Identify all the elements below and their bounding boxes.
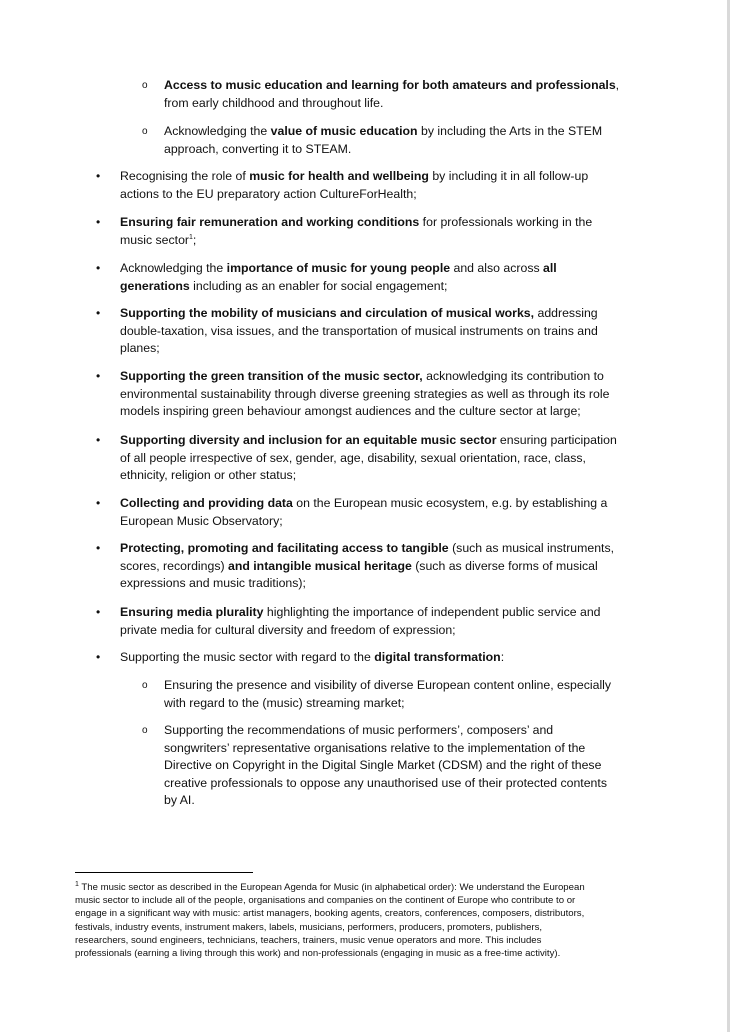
- sub-bullet-marker: o: [142, 126, 148, 137]
- bullet-digital-transformation: • Supporting the music sector with regard to the digital transformation:: [120, 649, 650, 667]
- sub-bullet-marker: o: [142, 80, 148, 91]
- bullet-fair-remuneration: • Ensuring fair remuneration and working conditions for professionals working in the music sector$^1$;: [96, 215, 593, 247]
- bullet-marker: •: [96, 261, 101, 275]
- bullet-mobility: • Supporting the mobility of musicians and circulation of musical works, addressing double-taxation, visa issues, and the transportation of musical instruments on trains and planes;: [96, 306, 598, 355]
- bullet-marker: •: [96, 496, 101, 510]
- sub-item-european-content-online: o Ensuring the presence and visibility of diverse European content online, especially with regard to the (music) streaming market;: [142, 678, 612, 710]
- sub-item-music-education-access: o Access to music education and learning for both amateurs and professionals, from early childhood and throughout life.: [142, 78, 620, 110]
- bullet-marker: •: [96, 605, 101, 619]
- bullet-diversity-inclusion: • Supporting diversity and inclusion for an equitable music sector ensuring participation of all people irrespective of sex, gender, age, disability, sexual orientation, race, class, ethnicity, religion or other status;: [96, 433, 617, 482]
- sub-item-copyright-recommendations: o Supporting the recommendations of music performers’, composers’ and songwriters’ representative organisations relative to the implementation of the Directive on Copyright in the Digital Single Market (CDSM) and the right of these creative professionals to oppose any unauthorised use of their protected contents by AI.: [142, 723, 607, 807]
- sub-bullet-marker: o: [142, 725, 148, 736]
- bullet-young-people: • Acknowledging the importance of music for young people and also across all generations including as an enabler for social engagement;: [96, 261, 557, 293]
- bullet-health-wellbeing: • Recognising the role of music for health and wellbeing by including it in all follow-up actions to the EU preparatory action CultureForHealth;: [96, 169, 589, 201]
- footnote-reference[interactable]: 1: [189, 233, 193, 241]
- bullet-marker: •: [96, 169, 101, 183]
- bullet-marker: •: [96, 650, 101, 664]
- footnote-number: 1: [75, 880, 79, 888]
- bullet-marker: •: [96, 369, 101, 383]
- bullet-marker: •: [96, 541, 101, 555]
- sub-bullet-marker: o: [142, 680, 148, 691]
- footnote-separator: [75, 872, 253, 873]
- bullet-marker: •: [96, 433, 101, 447]
- bullet-data-collection: • Collecting and providing data on the European music ecosystem, e.g. by establishing a European Music Observatory;: [96, 496, 608, 528]
- bullet-green-transition: • Supporting the green transition of the music sector, acknowledging its contribution to environmental sustainability through diverse greening strategies as well as through its role models inspiring green behaviour amongst audiences and the culture sector at large;: [96, 369, 610, 418]
- footnote: $^1$ The music sector as described in the European Agenda for Music (in alphabetical order): We understand the European music sector to include all of the people, organisations and companies on the continent of Europe who contribute to or engage in a significant way with music: artist managers, booking agents, creators, conferences, composers, distributors, festivals, industry events, instrument makers, labels, musicians, performers, producers, promoters, publishers, researchers, sound engineers, technicians, teachers, trainers, music venue operators and more. This includes professionals (earning a living through this work) and non-professionals (engaging in music as a free-time activity).: [75, 880, 585, 960]
- bullet-marker: •: [96, 215, 101, 229]
- bullet-media-plurality: • Ensuring media plurality highlighting the importance of independent public service and private media for cultural diversity and freedom of expression;: [96, 605, 601, 637]
- bullet-heritage: • Protecting, promoting and facilitating access to tangible (such as musical instruments, scores, recordings) and intangible musical heritage (such as diverse forms of musical expressions and music traditions);: [96, 541, 615, 590]
- sub-item-value-of-music-education: o Acknowledging the value of music education by including the Arts in the STEM approach, converting it to STEAM.: [142, 124, 603, 156]
- bullet-marker: •: [96, 306, 101, 320]
